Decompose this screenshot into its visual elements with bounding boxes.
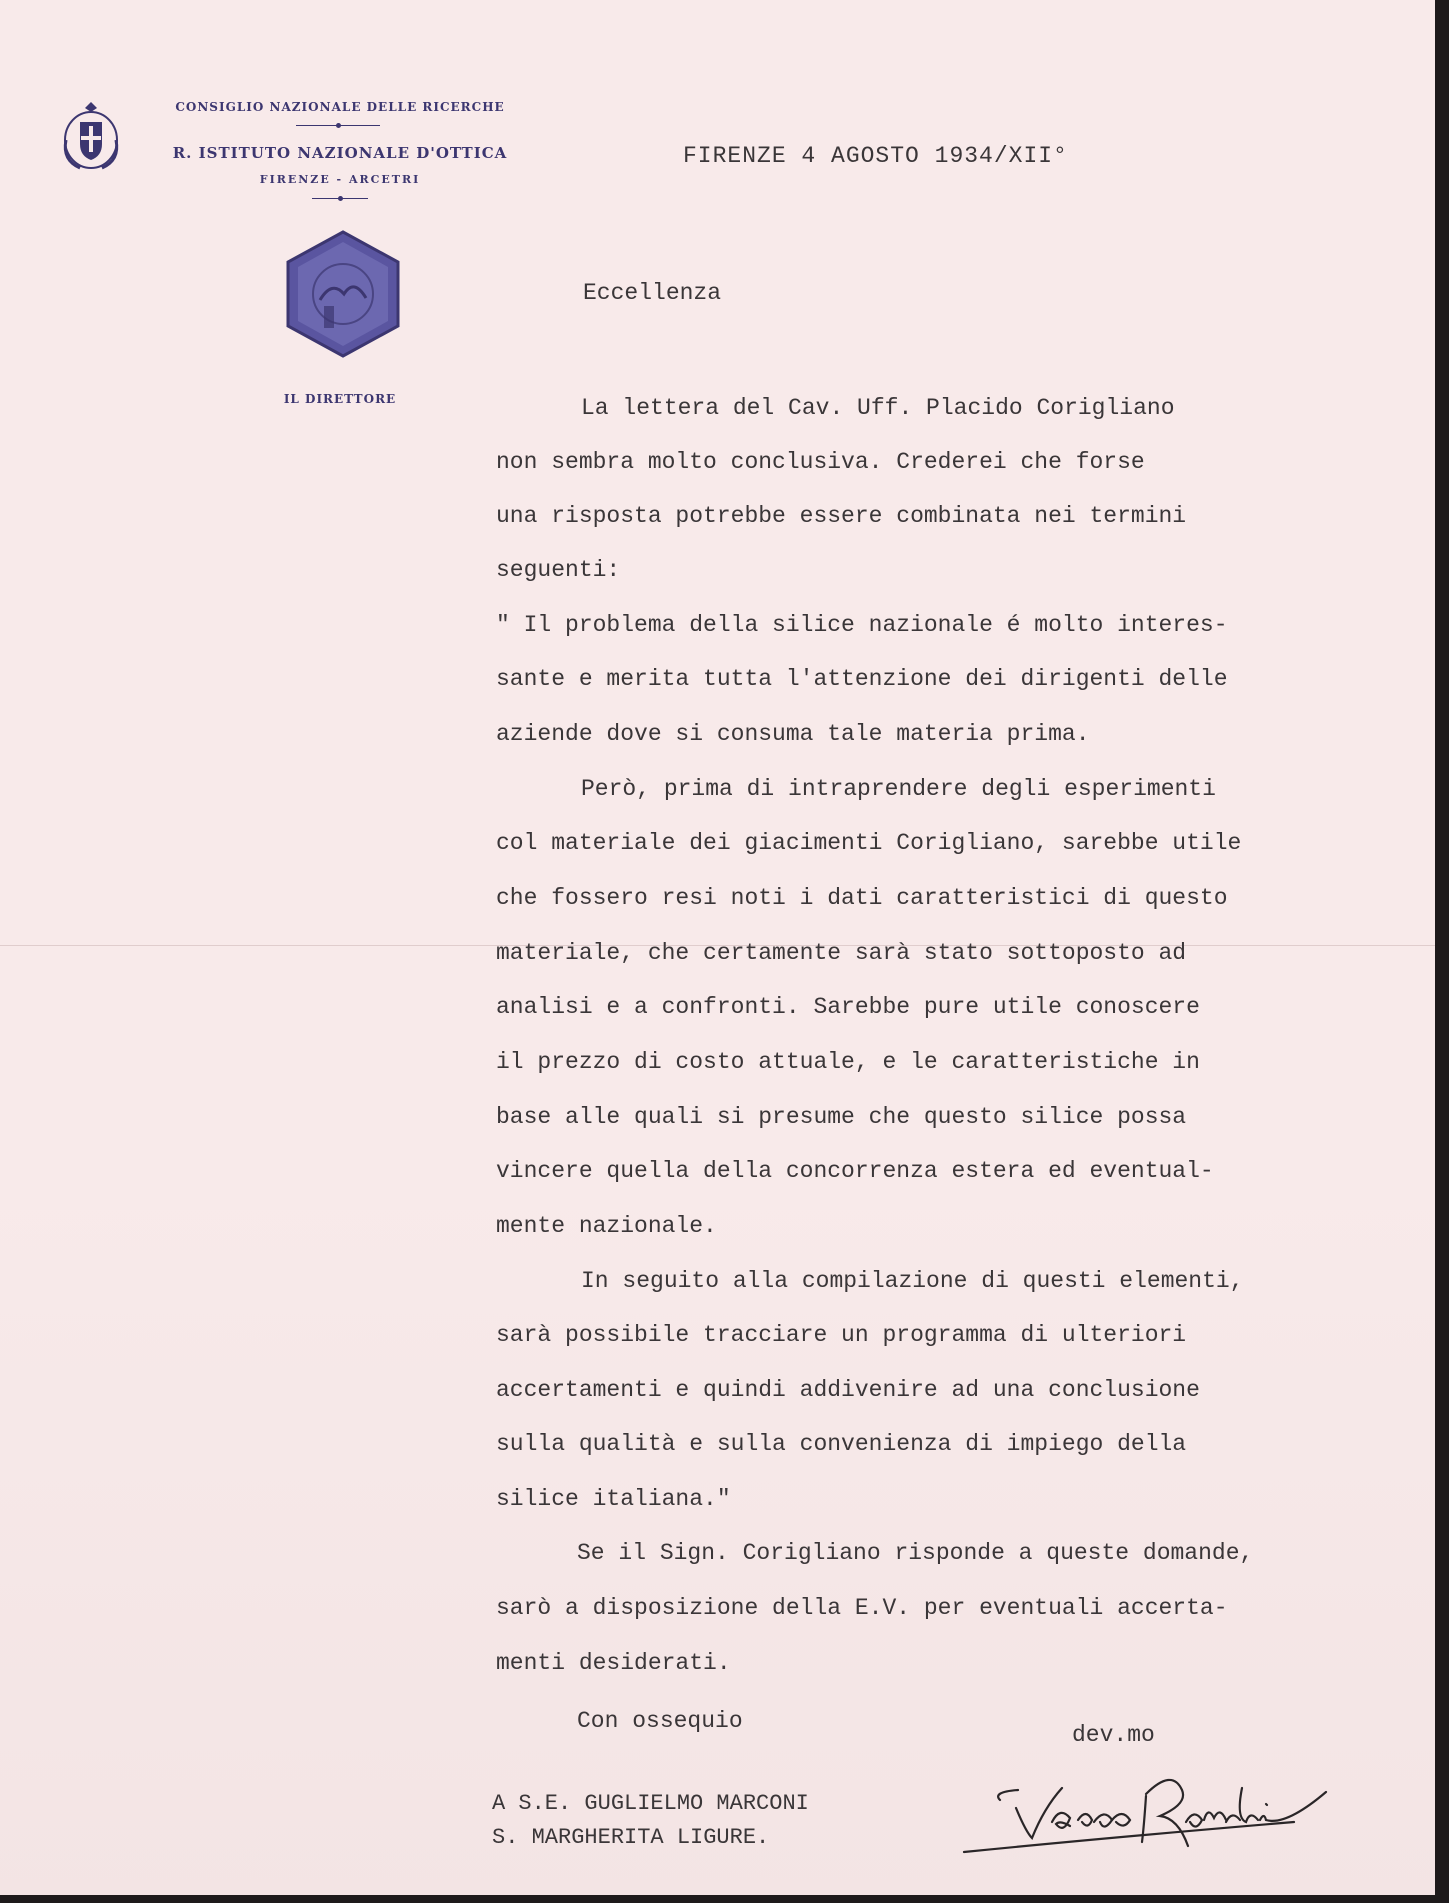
- body-line: menti desiderati.: [496, 1650, 731, 1676]
- body-line: Se il Sign. Corigliano risponde a queste domande,: [577, 1540, 1254, 1566]
- closing-greeting: Con ossequio: [577, 1708, 743, 1734]
- body-line: accertamenti e quindi addivenire ad una conclusione: [496, 1377, 1200, 1403]
- letter-date: FIRENZE 4 AGOSTO 1934/XII°: [683, 143, 1068, 169]
- salutation: Eccellenza: [583, 280, 722, 306]
- body-line: una risposta potrebbe essere combinata nei termini: [496, 503, 1187, 529]
- letterhead-role: IL DIRETTORE: [283, 392, 397, 406]
- body-line: vincere quella della concorrenza estera ed eventual-: [496, 1158, 1214, 1184]
- body-line: mente nazionale.: [496, 1213, 717, 1239]
- letterhead-council: CONSIGLIO NAZIONALE DELLE RICERCHE: [175, 100, 505, 114]
- body-line: col materiale dei giacimenti Corigliano, sarebbe utile: [496, 830, 1242, 856]
- scan-border-right: [1435, 0, 1449, 1903]
- royal-crest-icon: [60, 100, 122, 174]
- body-line: base alle quali si presume che questo silice possa: [496, 1104, 1187, 1130]
- recipient-name: A S.E. GUGLIELMO MARCONI: [492, 1791, 809, 1816]
- body-line: materiale, che certamente sarà stato sottoposto ad: [496, 940, 1187, 966]
- body-line: che fossero resi noti i dati caratteristici di questo: [496, 885, 1228, 911]
- body-line: non sembra molto conclusiva. Crederei che forse: [496, 449, 1145, 475]
- body-line: sarà possibile tracciare un programma di ulteriori: [496, 1322, 1187, 1348]
- body-line: sarò a disposizione della E.V. per eventuali accerta-: [496, 1595, 1228, 1621]
- body-line: analisi e a confronti. Sarebbe pure utile conoscere: [496, 994, 1200, 1020]
- scan-border-bottom: [0, 1895, 1449, 1903]
- body-line: Però, prima di intraprendere degli esperimenti: [581, 776, 1216, 802]
- recipient-place: S. MARGHERITA LIGURE.: [492, 1825, 770, 1850]
- institute-seal-icon: [284, 230, 402, 358]
- body-line: sante e merita tutta l'attenzione dei dirigenti delle: [496, 666, 1228, 692]
- closing-devmo: dev.mo: [1072, 1722, 1155, 1748]
- letterhead-institute: R. ISTITUTO NAZIONALE D'OTTICA: [172, 144, 508, 162]
- letterhead-divider: [296, 125, 380, 126]
- handwritten-signature: [960, 1760, 1330, 1860]
- body-line: " Il problema della silice nazionale é molto interes-: [496, 612, 1228, 638]
- letterhead-location: FIRENZE - ARCETRI: [259, 173, 421, 186]
- body-line: seguenti:: [496, 557, 621, 583]
- body-line: silice italiana.": [496, 1486, 731, 1512]
- letterhead-divider: [312, 198, 368, 199]
- body-line: il prezzo di costo attuale, e le caratteristiche in: [496, 1049, 1200, 1075]
- body-line: sulla qualità e sulla convenienza di impiego della: [496, 1431, 1187, 1457]
- body-line: La lettera del Cav. Uff. Placido Corigliano: [581, 395, 1175, 421]
- body-line: aziende dove si consuma tale materia prima.: [496, 721, 1090, 747]
- body-line: In seguito alla compilazione di questi elementi,: [581, 1268, 1244, 1294]
